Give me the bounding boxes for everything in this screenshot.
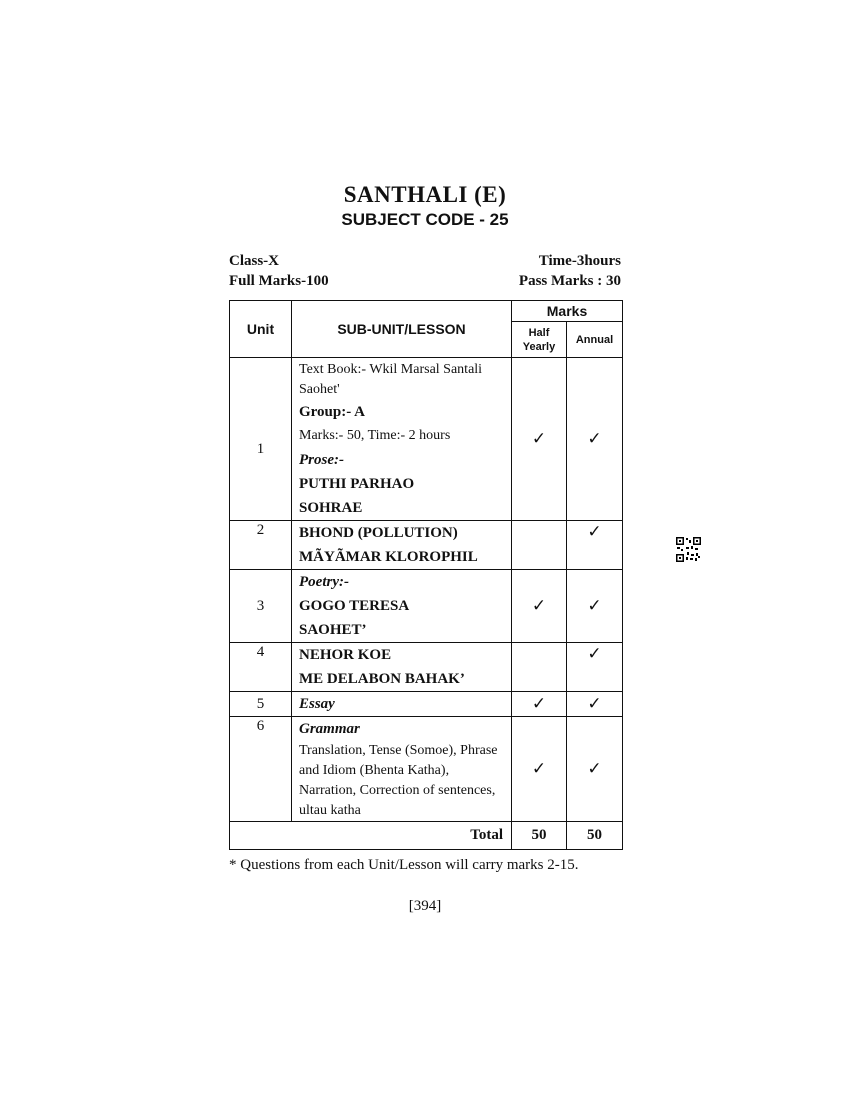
total-row [230,822,623,850]
annual-check: ✓ [567,717,623,822]
unit-number: 2 [230,521,292,570]
annual-check: ✓ [567,570,623,643]
lesson-line: BHOND (POLLUTION) [299,525,458,541]
group-line: Group:- A [299,404,365,420]
sub-unit-cell [292,643,512,692]
lesson-line: SOHRAE [299,500,363,516]
sub-unit-cell [292,692,512,717]
section-heading: Poetry:- [299,574,349,590]
total-annual: 50 [567,822,623,850]
lesson-line: SAOHET’ [299,622,367,638]
sub-unit-cell [292,521,512,570]
half-yearly-check: ✓ [512,358,567,521]
syllabus-table [229,300,623,850]
annual-check: ✓ [567,643,623,692]
time-label: Time-3hours [538,253,621,269]
header-half-yearly-line2: Yearly [522,340,556,353]
table-row [230,521,623,570]
annual-check: ✓ [567,692,623,717]
page-title: SANTHALI (E) [343,182,507,207]
unit-number: 5 [230,692,292,717]
unit-number: 6 [230,717,292,822]
qr-code-icon [676,537,701,562]
header-annual: Annual [567,322,623,358]
sub-unit-cell [292,717,512,822]
half-yearly-check: ✓ [512,570,567,643]
total-label: Total [230,822,512,850]
annual-check: ✓ [567,521,623,570]
lesson-line: ME DELABON BAHAK’ [299,671,465,687]
textbook-line: Text Book:- Wkil Marsal Santali Saohet' [299,362,483,397]
table-row [230,717,623,822]
table-row [230,692,623,717]
unit-number: 1 [230,358,292,521]
header-marks: Marks [512,301,623,322]
footnote: * Questions from each Unit/Lesson will carry marks 2-15. [229,857,579,873]
sub-unit-cell [292,570,512,643]
lesson-line: MÃYÃMAR KLOROPHIL [299,549,478,565]
header-sub-unit: SUB-UNIT/LESSON [292,301,512,358]
unit-number: 4 [230,643,292,692]
half-yearly-check: ✓ [512,692,567,717]
full-marks-label: Full Marks-100 [229,273,329,289]
section-heading: Grammar [299,721,360,737]
table-row [230,570,623,643]
unit-number: 3 [230,570,292,643]
lesson-line: GOGO TERESA [299,598,410,614]
header-unit: Unit [230,301,292,358]
section-heading: Essay [299,696,335,712]
pass-marks-label: Pass Marks : 30 [518,273,621,289]
half-yearly-check: ✓ [512,717,567,822]
page-number: [394] [408,898,442,914]
section-heading: Prose:- [299,452,344,468]
subject-code: SUBJECT CODE - 25 [341,210,509,229]
class-label: Class-X [229,253,280,269]
table-row [230,643,623,692]
header-half-yearly-line1: Half [528,326,550,339]
table-row [230,358,623,521]
grammar-description: Translation, Tense (Somoe), Phrase and Idiom (Bhenta Katha), Narration, Correction of sentences, ultau katha [299,743,498,818]
sub-unit-cell [292,358,512,521]
half-yearly-empty [512,643,567,692]
total-half-yearly: 50 [512,822,567,850]
lesson-line: NEHOR KOE [299,647,392,663]
annual-check: ✓ [567,358,623,521]
marks-time-line: Marks:- 50, Time:- 2 hours [299,428,451,443]
half-yearly-empty [512,521,567,570]
lesson-line: PUTHI PARHAO [299,476,415,492]
header-half-yearly [512,322,567,358]
